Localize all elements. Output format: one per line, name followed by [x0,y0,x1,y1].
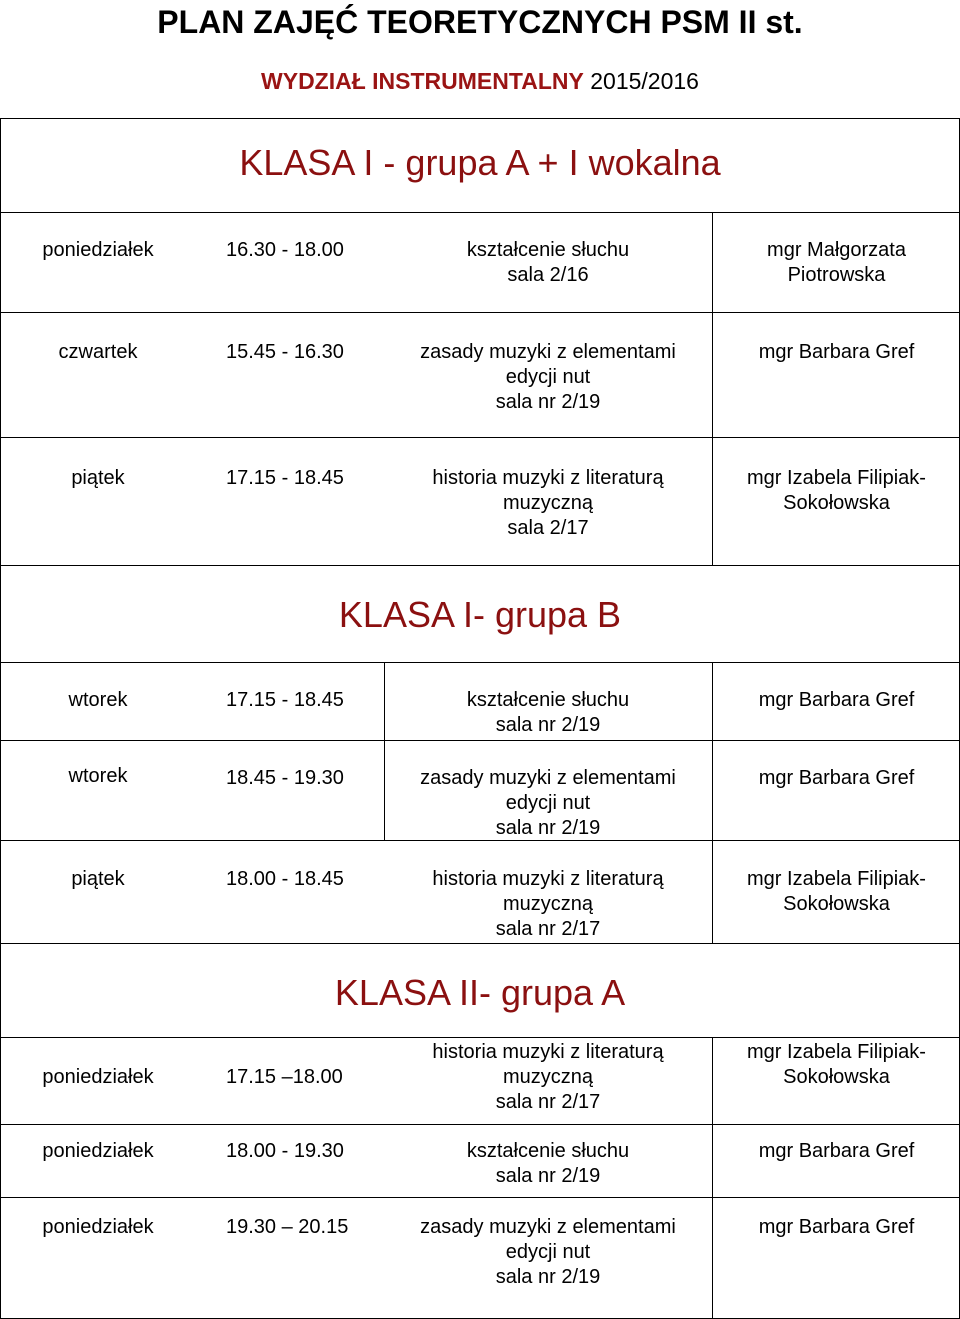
teacher-line: Sokołowska [783,492,890,514]
subject-line: kształcenie słuchu [466,239,630,261]
subject-line: sala nr 2/19 [495,714,601,736]
teacher-line: mgr Barbara Gref [758,689,915,711]
row-teacher [713,466,960,516]
row-subject [384,867,712,942]
subject-line: sala 2/17 [507,517,589,539]
school-year: 2015/2016 [590,68,699,94]
row-teacher [713,1139,960,1164]
section-divider [0,565,960,566]
subject-line: sala nr 2/17 [495,1091,601,1113]
row-time: 18.00 - 19.30 [226,1140,344,1162]
section-title-klasa-1-a: KLASA I - grupa A + I wokalna [239,142,721,183]
subject-line: sala nr 2/19 [495,817,601,839]
subject-line: zasady muzyki z elementami [420,1216,676,1238]
row-time: 16.30 - 18.00 [226,239,344,261]
subject-line: zasady muzyki z elementami [420,341,676,363]
row-day: poniedziałek [42,239,154,261]
row-teacher [713,688,960,713]
subject-line: sala nr 2/19 [495,391,601,413]
subject-line: kształcenie słuchu [466,689,630,711]
row-subject [384,340,712,415]
subject-line: sala nr 2/19 [495,1165,601,1187]
teacher-line: Sokołowska [783,1066,890,1088]
subject-line: edycji nut [505,366,591,388]
teacher-line: mgr Barbara Gref [758,1140,915,1162]
section-title-klasa-2-a: KLASA II- grupa A [334,972,626,1013]
row-divider [0,437,960,438]
subject-line: sala 2/16 [507,264,589,286]
row-day: poniedziałek [42,1066,154,1088]
subject-line: historia muzyki z literaturą [432,1041,664,1063]
row-subject [384,238,712,288]
row-subject [384,1215,712,1290]
subject-line: edycji nut [505,1241,591,1263]
row-subject [384,1040,712,1115]
subject-line: edycji nut [505,792,591,814]
section-title-klasa-1-b: KLASA I- grupa B [338,594,622,635]
department-name: WYDZIAŁ INSTRUMENTALNY [261,68,584,94]
row-day: czwartek [58,341,138,363]
teacher-line: mgr Barbara Gref [758,767,915,789]
subject-line: muzyczną [502,1066,594,1088]
row-teacher [713,238,960,288]
subject-line: sala nr 2/17 [495,918,601,940]
row-time: 18.45 - 19.30 [226,767,344,789]
section-divider [0,1037,960,1038]
row-time: 17.15 - 18.45 [226,689,344,711]
row-time: 15.45 - 16.30 [226,341,344,363]
row-day: wtorek [68,689,128,711]
teacher-line: Piotrowska [787,264,886,286]
row-day: piątek [71,868,125,890]
row-time: 17.15 –18.00 [226,1066,343,1088]
row-time: 18.00 - 18.45 [226,868,344,890]
page-subtitle [0,68,960,95]
row-time: 17.15 - 18.45 [226,467,344,489]
row-teacher [713,1040,960,1090]
row-teacher [713,340,960,365]
row-teacher [713,1215,960,1240]
teacher-line: Sokołowska [783,893,890,915]
row-day: poniedziałek [42,1140,154,1162]
teacher-line: mgr Małgorzata [767,239,906,261]
row-time: 19.30 – 20.15 [226,1216,349,1238]
row-subject [384,688,712,738]
row-subject [384,466,712,541]
subject-line: historia muzyki z literaturą [432,868,664,890]
page-title: PLAN ZAJĘĆ TEORETYCZNYCH PSM II st. [157,4,803,40]
row-day: poniedziałek [42,1216,154,1238]
subject-line: muzyczną [502,492,594,514]
subject-line: sala nr 2/19 [495,1266,601,1288]
table-border-top [0,118,960,119]
teacher-line: mgr Izabela Filipiak- [747,467,926,489]
row-divider [0,1197,960,1198]
subject-line: zasady muzyki z elementami [420,767,676,789]
row-subject [384,766,712,841]
teacher-line: mgr Izabela Filipiak- [747,1041,926,1063]
row-day: piątek [71,467,125,489]
row-day: wtorek [68,765,128,787]
teacher-line: mgr Izabela Filipiak- [747,868,926,890]
row-divider [0,312,960,313]
teacher-line: mgr Barbara Gref [758,1216,915,1238]
section-divider [0,662,960,663]
row-subject [384,1139,712,1189]
row-teacher [713,867,960,917]
section-divider [0,943,960,944]
subject-line: historia muzyki z literaturą [432,467,664,489]
row-divider [0,1124,960,1125]
subject-line: muzyczną [502,893,594,915]
row-teacher [713,766,960,791]
row-divider [0,740,960,741]
subject-line: kształcenie słuchu [466,1140,630,1162]
teacher-line: mgr Barbara Gref [758,341,915,363]
section-divider [0,212,960,213]
